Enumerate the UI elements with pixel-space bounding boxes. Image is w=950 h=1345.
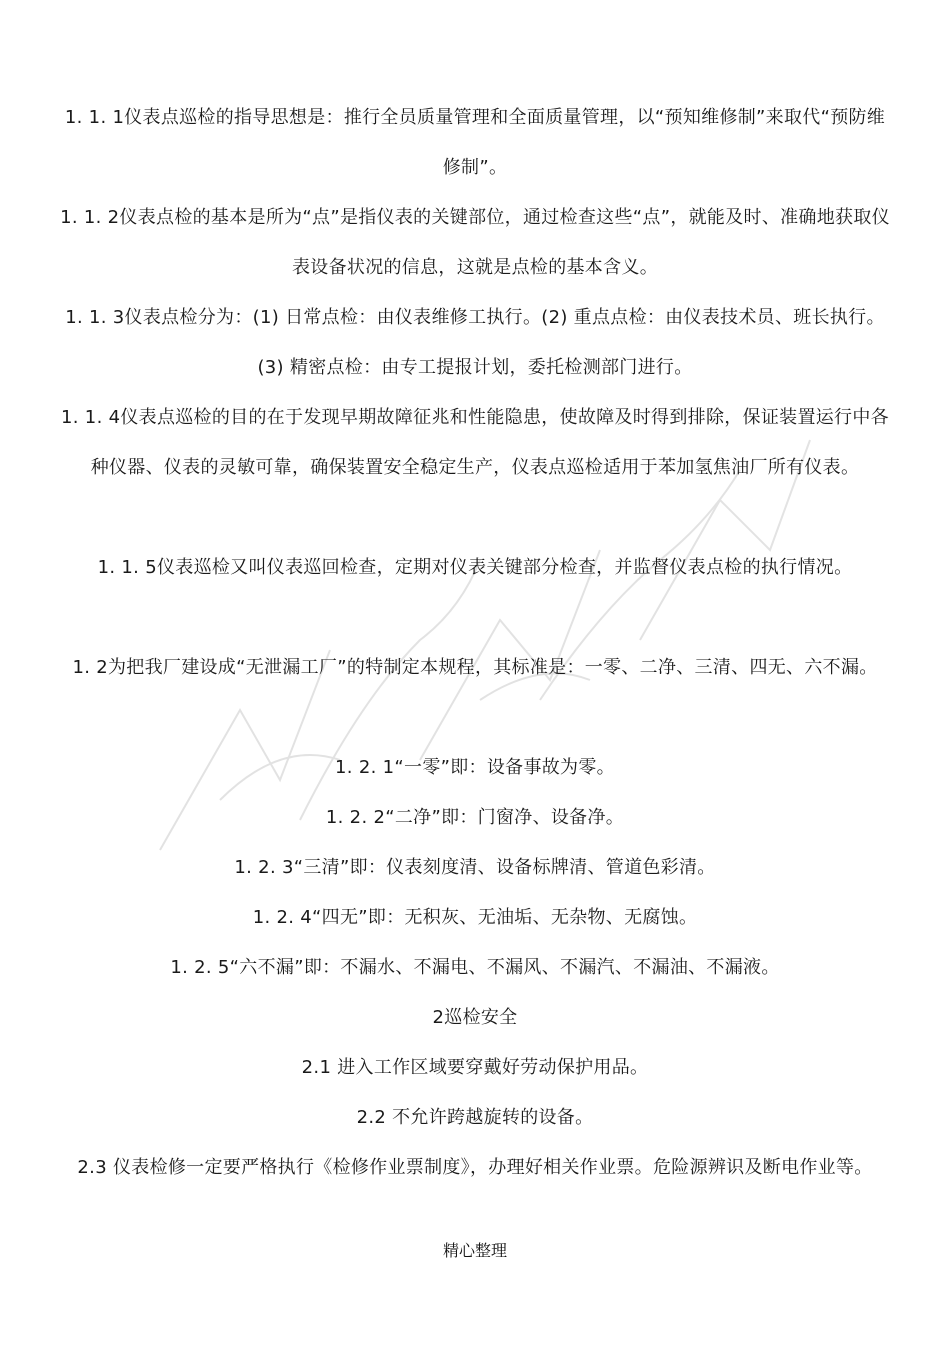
paragraph-1-1-4: 1. 1. 4仪表点巡检的目的在于发现早期故障征兆和性能隐患，使故障及时得到排除，保证装置运行中各种仪器、仪表的灵敏可靠，确保装置安全稳定生产，仪表点巡检适用于苯加氢焦油厂所有仪表。	[61, 407, 889, 478]
page-footer: 精心整理	[442, 1241, 507, 1260]
paragraph-1-2-2: 1. 2. 2“二净”即：门窗净、设备净。	[325, 807, 625, 828]
paragraph-1-2: 1. 2为把我厂建设成“无泄漏工厂”的特制定本规程，其标准是：一零、二净、三清、四无、六不漏。	[72, 657, 878, 678]
paragraph-1-2-5: 1. 2. 5“六不漏”即：不漏水、不漏电、不漏风、不漏汽、不漏油、不漏液。	[170, 957, 780, 978]
paragraph-1-2-3: 1. 2. 3“三清”即：仪表刻度清、设备标牌清、管道色彩清。	[234, 857, 716, 878]
paragraph-1-1-3: 1. 1. 3仪表点检分为：(1) 日常点检：由仪表维修工执行。(2) 重点点检：由仪表技术员、班长执行。(3) 精密点检：由专工提报计划，委托检测部门进行。	[65, 307, 885, 378]
paragraph-1-2-1: 1. 2. 1“一零”即：设备事故为零。	[335, 757, 615, 778]
paragraph-1-1-2: 1. 1. 2仪表点检的基本是所为“点”是指仪表的关键部位，通过检查这些“点”，就能及时、准确地获取仪表设备状况的信息，这就是点检的基本含义。	[60, 207, 890, 278]
paragraph-1-1-1: 1. 1. 1仪表点巡检的指导思想是：推行全员质量管理和全面质量管理，以“预知维修制”来取代“预防维修制”。	[64, 107, 886, 178]
paragraph-1-1-5: 1. 1. 5仪表巡检又叫仪表巡回检查，定期对仪表关键部分检查，并监督仪表点检的执行情况。	[97, 557, 853, 578]
paragraph-2-2: 2.2 不允许跨越旋转的设备。	[356, 1107, 594, 1128]
paragraph-1-2-4: 1. 2. 4“四无”即：无积灰、无油垢、无杂物、无腐蚀。	[252, 907, 698, 928]
paragraph-2-1: 2.1 进入工作区域要穿戴好劳动保护用品。	[301, 1057, 649, 1078]
paragraph-2-3: 2.3 仪表检修一定要严格执行《检修作业票制度》，办理好相关作业票。危险源辨识及断电作业等。	[77, 1157, 873, 1178]
section-heading-2: 2巡检安全	[432, 1007, 518, 1028]
